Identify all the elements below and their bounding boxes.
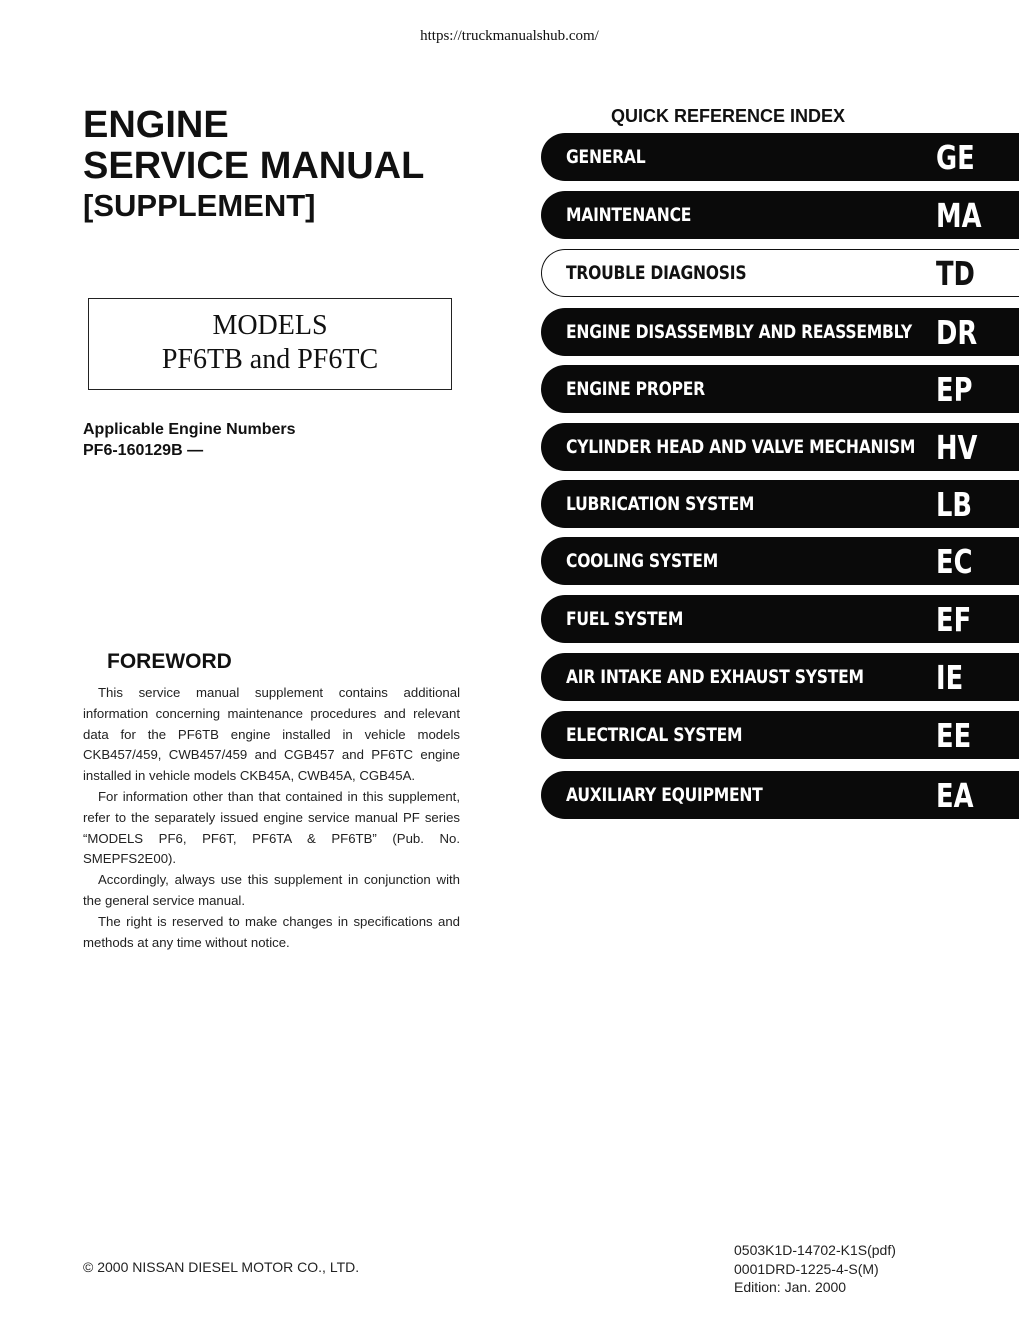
index-tab-cooling[interactable] xyxy=(541,537,1019,585)
foreword-paragraph: For information other than that contained in this supplement, refer to the separately issued engine service manual PF series “MODELS PF6, PF6T, PF6TA & PF6TB” (Pub. No. SMEPFS2E00). xyxy=(83,788,460,867)
index-tab-label: CYLINDER HEAD AND VALVE MECHANISM xyxy=(566,436,916,458)
index-tab-label: TROUBLE DIAGNOSIS xyxy=(566,262,747,284)
source-url[interactable]: https://truckmanualshub.com/ xyxy=(420,28,599,44)
foreword-paragraph: Accordingly, always use this supplement in conjunction with the general service manual. xyxy=(83,872,460,908)
index-tab-code: EC xyxy=(936,542,973,581)
index-tab-fuel[interactable] xyxy=(541,595,1019,643)
index-tab-label: ELECTRICAL SYSTEM xyxy=(566,724,743,746)
index-tab-code: EF xyxy=(936,600,972,639)
index-tab-code: HV xyxy=(936,428,978,467)
index-tab-electrical[interactable] xyxy=(541,711,1019,759)
foreword-paragraph: The right is reserved to make changes in specifications and methods at any time without notice. xyxy=(83,913,460,950)
index-tab-trouble-diagnosis[interactable] xyxy=(541,249,1019,297)
edition-date: Edition: Jan. 2000 xyxy=(734,1279,847,1295)
index-tab-code: GE xyxy=(936,138,975,177)
index-tab-maintenance[interactable] xyxy=(541,191,1019,239)
index-tab-label: GENERAL xyxy=(566,146,646,168)
index-tab-label: AUXILIARY EQUIPMENT xyxy=(566,784,763,806)
index-tab-label: MAINTENANCE xyxy=(566,204,692,226)
index-tab-air-intake[interactable] xyxy=(541,653,1019,701)
index-tab-label: LUBRICATION SYSTEM xyxy=(566,493,755,515)
index-tab-code: EA xyxy=(936,776,974,815)
foreword-body xyxy=(83,683,460,953)
models-box xyxy=(88,298,452,390)
index-tab-code: DR xyxy=(936,313,978,352)
title-line-engine: ENGINE xyxy=(83,104,229,146)
publication-code-print: 0001DRD-1225-4-S(M) xyxy=(734,1260,879,1277)
applicable-value: PF6-160129B — xyxy=(83,442,204,459)
title-line-supplement: [SUPPLEMENT] xyxy=(83,188,316,223)
index-tab-label: ENGINE DISASSEMBLY AND REASSEMBLY xyxy=(566,321,912,343)
index-tab-auxiliary[interactable] xyxy=(541,771,1019,819)
index-tab-code: IE xyxy=(936,658,964,697)
index-tab-code: MA xyxy=(936,196,982,235)
applicable-label: Applicable Engine Numbers xyxy=(83,421,296,438)
index-tab-label: FUEL SYSTEM xyxy=(566,608,684,630)
applicable-engine-numbers xyxy=(83,419,295,461)
foreword-heading: FOREWORD xyxy=(107,650,232,673)
index-tab-code: LB xyxy=(936,485,973,524)
index-tab-label: ENGINE PROPER xyxy=(566,378,705,400)
index-tab-lubrication[interactable] xyxy=(541,480,1019,528)
models-label: MODELS xyxy=(212,310,328,341)
index-tab-label: AIR INTAKE AND EXHAUST SYSTEM xyxy=(566,666,864,688)
index-tab-engine-proper[interactable] xyxy=(541,365,1019,413)
copyright-notice: © 2000 NISSAN DIESEL MOTOR CO., LTD. xyxy=(83,1259,360,1275)
index-tab-general[interactable] xyxy=(541,133,1019,181)
foreword-paragraph: This service manual supplement contains additional information concerning maintenance procedures and relevant data for the PF6TB engine installed in vehicle models CKB457/459, CWB457/459 and CGB457 and PF6TC engine installed in vehicle models CKB45A, CWB45A, CGB45A. xyxy=(83,685,460,784)
publication-code-pdf: 0503K1D-14702-K1S(pdf) xyxy=(734,1242,896,1258)
title-line-service-manual: SERVICE MANUAL xyxy=(83,145,425,187)
index-tab-code: TD xyxy=(936,254,975,293)
index-tab-cylinder-head[interactable] xyxy=(541,423,1019,471)
models-value: PF6TB and PF6TC xyxy=(161,344,379,375)
manual-title xyxy=(83,105,424,225)
index-tab-code: EE xyxy=(936,716,972,755)
index-tab-label: COOLING SYSTEM xyxy=(566,550,718,572)
index-tab-code: EP xyxy=(936,370,973,409)
quick-reference-heading: QUICK REFERENCE INDEX xyxy=(611,106,846,126)
index-tab-engine-disassembly[interactable] xyxy=(541,308,1019,356)
publication-codes xyxy=(734,1241,896,1297)
